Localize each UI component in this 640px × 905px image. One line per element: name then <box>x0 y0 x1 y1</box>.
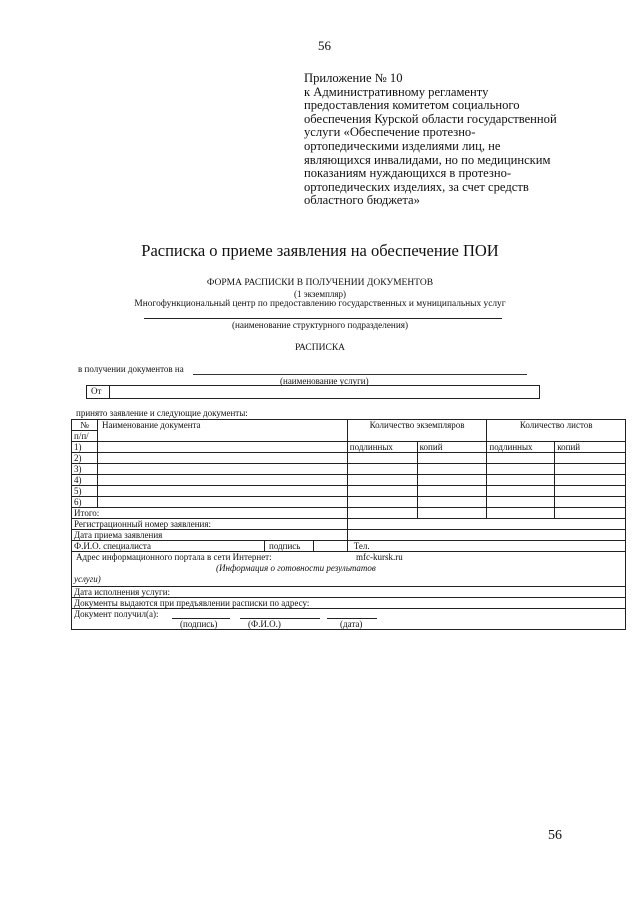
execution-date-row <box>72 587 626 598</box>
table-row: 1) <box>72 442 98 453</box>
receipt-date-value[interactable] <box>347 530 625 541</box>
from-label: От <box>91 386 102 396</box>
appendix-line: к Административному регламенту <box>304 84 489 99</box>
portal-label: Адрес информационного портала в сети Интернет: <box>76 552 272 562</box>
date-caption: (дата) <box>340 619 363 629</box>
qty-cell[interactable] <box>555 497 626 508</box>
table-subheader-row <box>72 442 626 453</box>
receipt-date-row <box>72 530 626 541</box>
col-no-header: № <box>72 420 98 431</box>
received-on-label: в получении документов на <box>78 364 184 374</box>
sub-copies: копий <box>417 442 487 453</box>
issued-at-row <box>72 598 626 609</box>
signature-field[interactable] <box>313 541 347 551</box>
struct-underline <box>144 318 502 319</box>
col-copies-header: Количество экземпляров <box>347 420 487 442</box>
received-by-row <box>72 609 626 630</box>
appendix-line: ортопедических изделиях, за счет средств <box>304 179 529 194</box>
receipt-date-label: Дата приема заявления <box>72 530 348 541</box>
table-header-row <box>72 420 626 431</box>
signature-label: подпись <box>264 541 313 551</box>
qty-cell[interactable] <box>487 508 555 519</box>
phone-label: Тел. <box>347 541 625 552</box>
document-title: Расписка о приеме заявления на обеспечение ПОИ <box>141 241 499 260</box>
specialist-label: Ф.И.О. специалиста <box>74 541 151 551</box>
row-number: 6) <box>72 497 98 508</box>
appendix-line: областного бюджета» <box>304 193 420 208</box>
doc-name-cell[interactable] <box>97 464 347 475</box>
execution-date-label: Дата исполнения услуги: <box>72 587 626 598</box>
row-number: 2) <box>72 453 98 464</box>
qty-cell[interactable] <box>347 475 417 486</box>
qty-cell[interactable] <box>347 508 417 519</box>
appendix-line: предоставления комитетом социального <box>304 98 520 113</box>
col-sheets-header: Количество листов <box>487 420 626 442</box>
appendix-line: услуги «Обеспечение протезно- <box>304 125 476 140</box>
col-name-header: Наименование документа <box>97 420 347 442</box>
sub-copies: копий <box>555 442 626 453</box>
doc-name-cell[interactable] <box>97 475 347 486</box>
qty-cell[interactable] <box>555 475 626 486</box>
col-no-header-2: п/п/ <box>72 431 98 442</box>
from-divider <box>109 386 110 398</box>
qty-cell[interactable] <box>487 497 555 508</box>
qty-cell[interactable] <box>347 497 417 508</box>
qty-cell[interactable] <box>347 453 417 464</box>
specialist-cell <box>72 541 348 552</box>
doc-name-cell[interactable] <box>97 442 347 453</box>
portal-note: (Информация о готовности результатов <box>216 563 376 573</box>
appendix-block <box>304 72 604 208</box>
mfc-name: Многофункциональный центр по предоставлению государственных и муниципальных услуг <box>134 299 506 309</box>
total-row <box>72 508 626 519</box>
table-row <box>72 497 626 508</box>
qty-cell[interactable] <box>487 475 555 486</box>
qty-cell[interactable] <box>347 486 417 497</box>
sub-original: подлинных <box>487 442 555 453</box>
reg-number-row <box>72 519 626 530</box>
total-label: Итого: <box>72 508 348 519</box>
qty-cell[interactable] <box>487 453 555 464</box>
reg-number-value[interactable] <box>347 519 625 530</box>
received-by-label: Документ получил(а): <box>74 609 159 619</box>
sign-caption: (подпись) <box>180 619 218 629</box>
qty-cell[interactable] <box>417 497 487 508</box>
specialist-row <box>72 541 626 552</box>
sub-original: подлинных <box>347 442 417 453</box>
appendix-line: ортопедическими изделиями лиц, не <box>304 138 501 153</box>
qty-cell[interactable] <box>555 486 626 497</box>
qty-cell[interactable] <box>487 464 555 475</box>
qty-cell[interactable] <box>555 508 626 519</box>
service-underline <box>193 374 527 375</box>
qty-cell[interactable] <box>555 453 626 464</box>
appendix-line: являющихся инвалидами, но по медицинским <box>304 152 551 167</box>
form-title: ФОРМА РАСПИСКИ В ПОЛУЧЕНИИ ДОКУМЕНТОВ <box>206 278 434 288</box>
issued-at-label: Документы выдаются при предъявлении расписки по адресу: <box>72 598 626 609</box>
portal-row <box>72 552 626 587</box>
qty-cell[interactable] <box>417 464 487 475</box>
row-number: 5) <box>72 486 98 497</box>
struct-caption: (наименование структурного подразделения) <box>231 320 409 330</box>
appendix-line: показаниям нуждающихся в протезно- <box>304 166 512 181</box>
from-field[interactable] <box>86 385 540 399</box>
reg-number-label: Регистрационный номер заявления: <box>72 519 348 530</box>
table-row <box>72 464 626 475</box>
portal-note-2: услуги) <box>74 574 101 584</box>
qty-cell[interactable] <box>487 486 555 497</box>
doc-name-cell[interactable] <box>97 497 347 508</box>
accepted-text: принято заявление и следующие документы: <box>76 408 248 418</box>
table-row <box>72 475 626 486</box>
documents-table <box>71 419 626 630</box>
page-number-bottom: 56 <box>548 828 562 843</box>
qty-cell[interactable] <box>347 464 417 475</box>
qty-cell[interactable] <box>417 453 487 464</box>
received-by-cell <box>72 609 626 630</box>
portal-cell <box>72 552 626 587</box>
table-row <box>72 486 626 497</box>
doc-name-cell[interactable] <box>97 453 347 464</box>
page-number-top: 56 <box>318 38 331 53</box>
appendix-line: Приложение № 10 <box>304 71 403 85</box>
row-number: 3) <box>72 464 98 475</box>
row-number: 4) <box>72 475 98 486</box>
copy-note: (1 экземпляр) <box>293 289 347 299</box>
qty-cell[interactable] <box>417 508 487 519</box>
receipt-heading: РАСПИСКА <box>294 343 346 353</box>
service-caption: (наименование услуги) <box>280 376 369 386</box>
qty-cell[interactable] <box>417 475 487 486</box>
doc-name-cell[interactable] <box>97 486 347 497</box>
qty-cell[interactable] <box>417 486 487 497</box>
appendix-line: обеспечения Курской области государственной <box>304 111 557 126</box>
qty-cell[interactable] <box>555 464 626 475</box>
table-row <box>72 453 626 464</box>
fio-caption: (Ф.И.О.) <box>248 619 281 629</box>
portal-url[interactable]: mfc-kursk.ru <box>356 552 403 562</box>
